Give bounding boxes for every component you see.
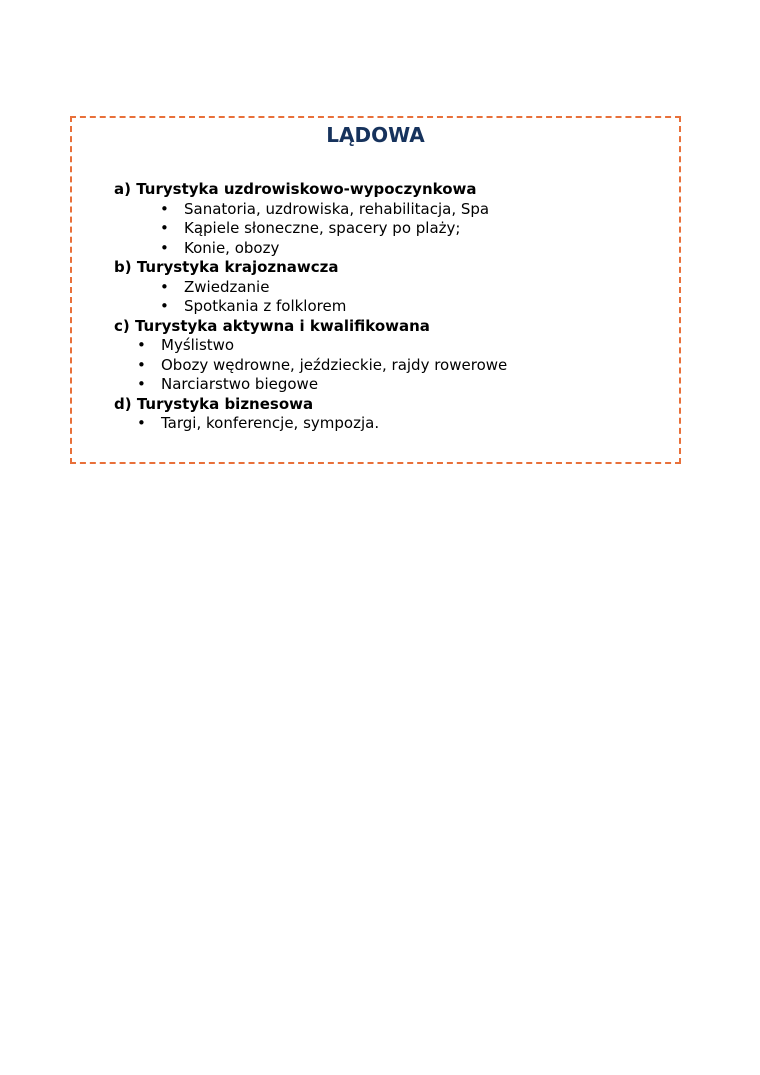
list-item — [114, 278, 674, 298]
bullet-icon: • — [137, 336, 146, 354]
list-item-text: Targi, konferencje, sympozja. — [161, 414, 380, 432]
section-heading: c) Turystyka aktywna i kwalifikowana — [114, 316, 430, 335]
section-heading: a) Turystyka uzdrowiskowo-wypoczynkowa — [114, 180, 477, 198]
item-list — [114, 200, 674, 259]
list-item — [114, 297, 674, 317]
section-heading: b) Turystyka krajoznawcza — [114, 258, 339, 276]
list-item-text: Spotkania z folklorem — [184, 297, 347, 315]
box-title: LĄDOWA — [326, 123, 425, 147]
list-item — [114, 414, 674, 434]
section-c — [114, 317, 674, 395]
list-item-text: Narciarstwo biegowe — [161, 375, 319, 393]
bullet-icon: • — [137, 375, 146, 393]
list-item — [114, 200, 674, 220]
section-heading: d) Turystyka biznesowa — [114, 394, 314, 413]
section-b — [114, 258, 674, 317]
tourism-list — [114, 180, 674, 434]
list-item-text: Obozy wędrowne, jeździeckie, rajdy rowerowe — [161, 355, 508, 374]
item-list — [114, 336, 674, 395]
bullet-icon: • — [160, 297, 169, 315]
list-item-text: Myślistwo — [161, 336, 235, 354]
item-list — [114, 414, 674, 434]
list-item-text: Zwiedzanie — [184, 277, 270, 296]
bullet-icon: • — [137, 355, 146, 374]
bullet-icon: • — [160, 238, 169, 257]
section-a — [114, 180, 674, 258]
list-item — [114, 336, 674, 356]
bullet-icon: • — [137, 414, 146, 432]
section-d — [114, 395, 674, 434]
bullet-icon: • — [160, 277, 169, 296]
bullet-icon: • — [160, 199, 169, 218]
list-item — [114, 219, 674, 239]
list-item — [114, 239, 674, 259]
list-item — [114, 356, 674, 376]
tourism-box — [70, 116, 681, 464]
item-list — [114, 278, 674, 317]
list-item-text: Kąpiele słoneczne, spacery po plaży; — [184, 219, 461, 237]
bullet-icon: • — [160, 219, 169, 237]
list-item-text: Sanatoria, uzdrowiska, rehabilitacja, Spa — [184, 199, 490, 218]
list-item-text: Konie, obozy — [184, 238, 280, 257]
list-item — [114, 375, 674, 395]
